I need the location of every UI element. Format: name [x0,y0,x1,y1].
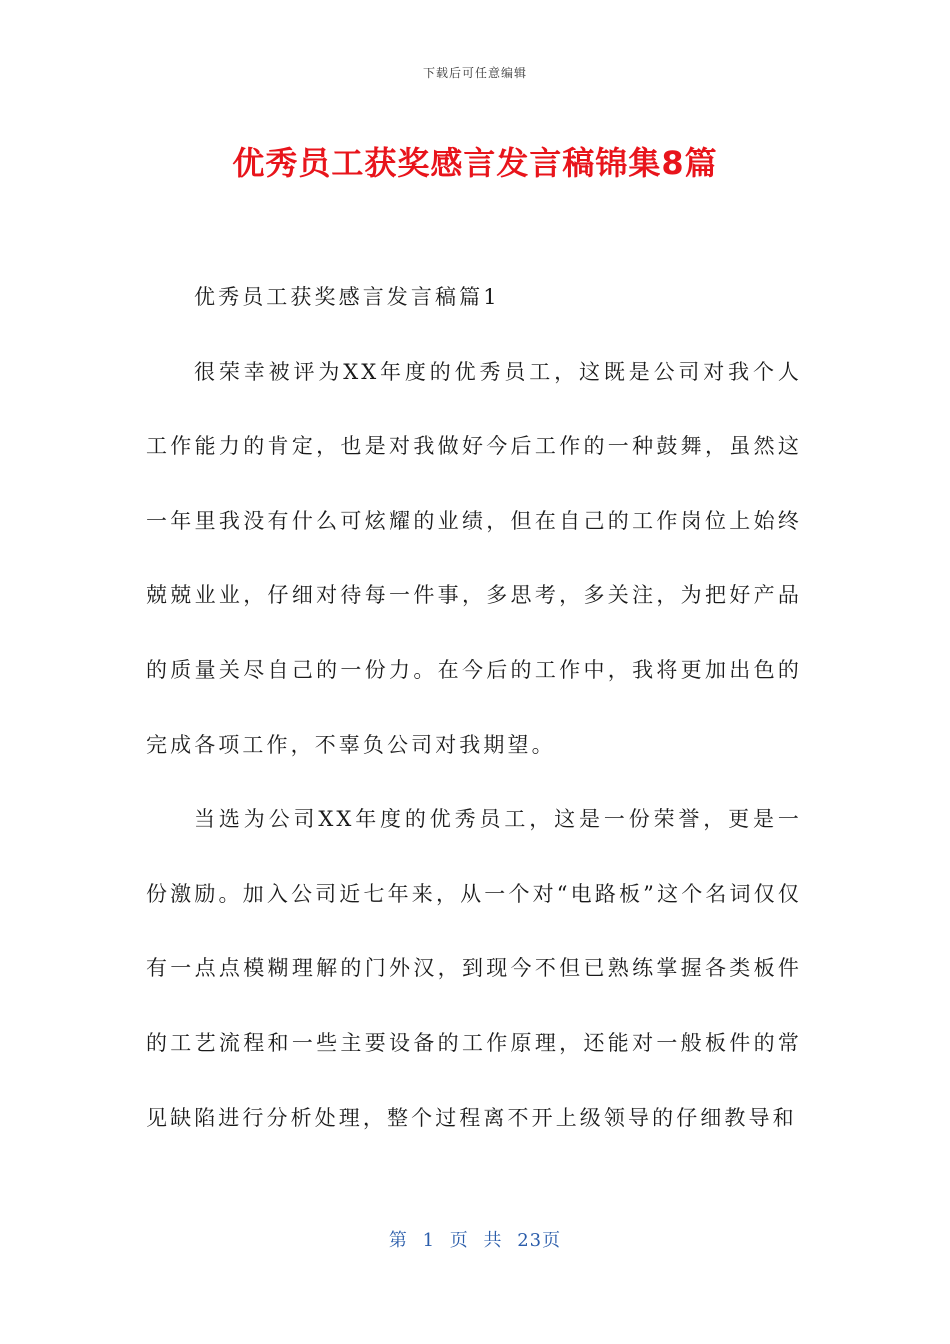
paragraph: 当选为公司XX年度的优秀员工，这是一份荣誉，更是一份激励。加入公司近七年来，从一个对“电路板”这个名词仅仅有一点点模糊理解的门外汉，到现今不但已熟练掌握各类板件的工艺流程和一些主要设备的工作原理，还能对一般板件的常见缺陷进行分析处理，整个过程离不开上级领导的仔细教导和 [146,807,802,1130]
paragraph: 很荣幸被评为XX年度的优秀员工，这既是公司对我个人工作能力的肯定，也是对我做好今后工作的一种鼓舞，虽然这一年里我没有什么可炫耀的业绩，但在自己的工作岗位上始终兢兢业业，仔细对待每一件事，多思考，多关注，为把好产品的质量关尽自己的一份力。在今后的工作中，我将更加出色的完成各项工作，不辜负公司对我期望。 [146,359,802,757]
footer-prefix: 第 [388,1230,408,1251]
header-note: 下载后可任意编辑 [422,66,527,80]
footer-page-word: 页 [449,1230,469,1251]
footer-total-word: 共 [483,1230,503,1251]
footer-current-page: 1 [422,1230,436,1251]
section-heading: 优秀员工获奖感言发言稿篇1 [194,285,500,309]
document-title: 优秀员工获奖感言发言稿锦集8篇 [232,144,718,182]
document-body [146,260,802,1155]
footer-total-pages: 23页 [517,1230,562,1251]
page-footer [0,1226,950,1252]
